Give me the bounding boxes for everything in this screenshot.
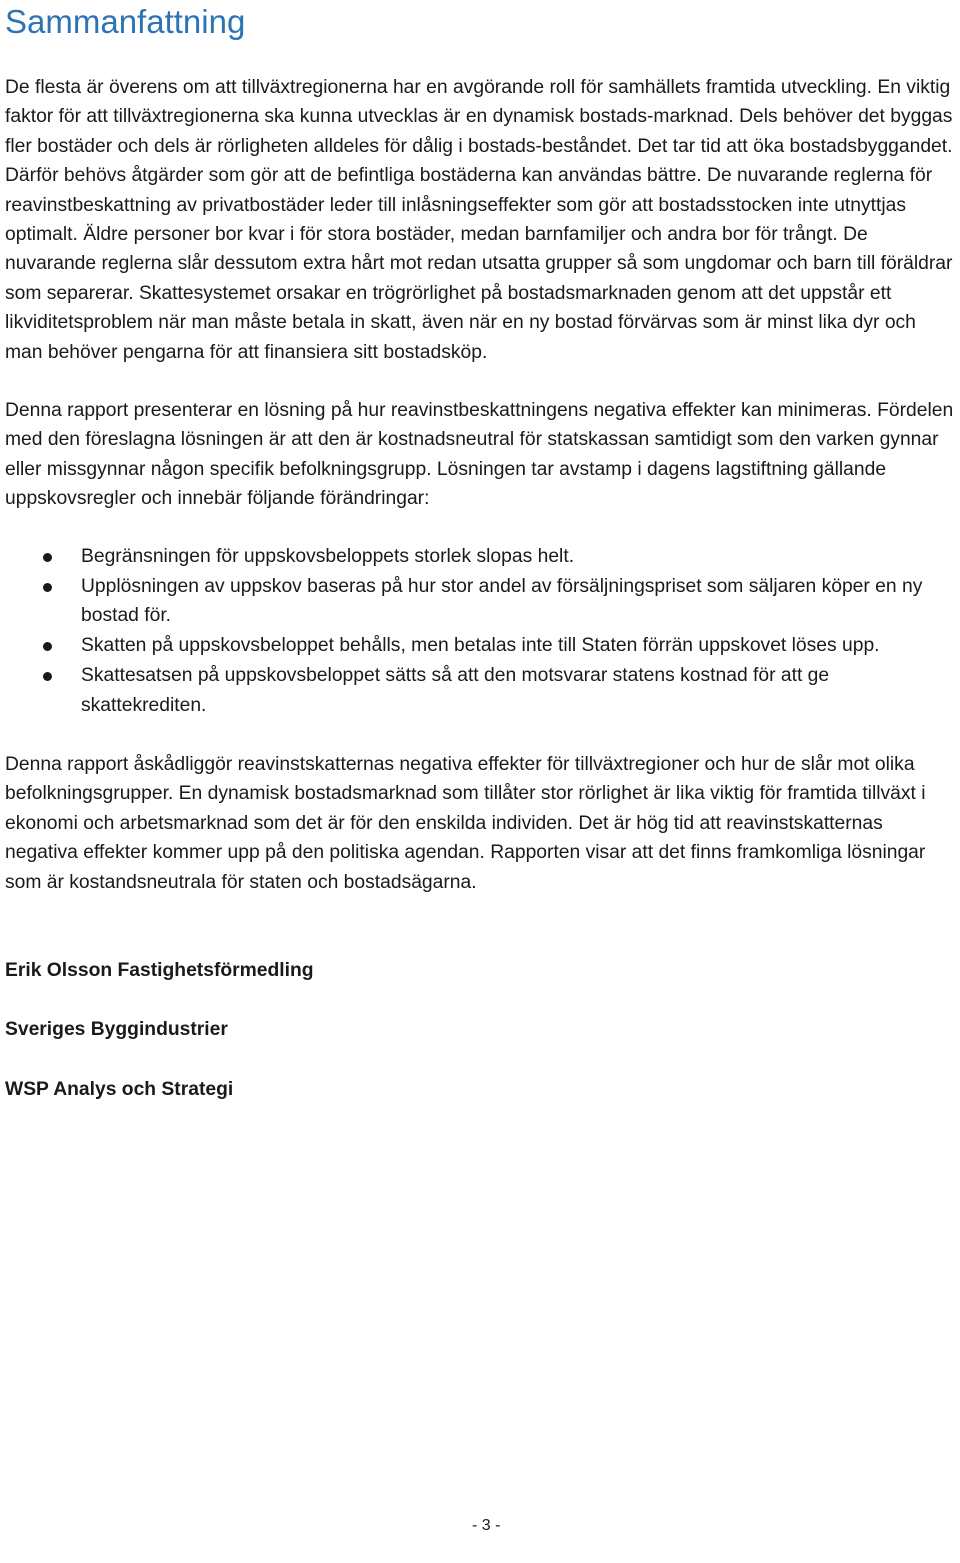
bullet-icon	[43, 553, 52, 562]
page-title: Sammanfattning	[5, 3, 246, 40]
document-page	[5, 0, 957, 1104]
list-item	[5, 661, 957, 720]
page-number: - 3 -	[472, 1517, 501, 1534]
organization-name: Erik Olsson Fastighetsförmedling	[5, 959, 314, 981]
organization-name: Sveriges Byggindustrier	[5, 1019, 228, 1041]
list-item-text: Skatten på uppskovsbeloppet behålls, men betalas inte till Staten förrän uppskovet löses upp.	[81, 635, 880, 657]
list-item-text: Upplösningen av uppskov baseras på hur stor andel av försäljningspriset som säljaren köper en ny bostad för.	[81, 575, 923, 627]
summary-paragraph-2: Denna rapport presenterar en lösning på hur reavinstbeskattningens negativa effekter kan minimeras. Fördelen med den föreslagna lösningen är att den är kostnadsneutral för statskassan samtidigt som den varken gynnar eller missgynnar någon specifik befolkningsgrupp. Lösningen tar avstamp i dagens lagstiftning gällande uppskovsregler och innebär följande förändringar:	[5, 400, 954, 510]
summary-paragraph-1: De flesta är överens om att tillväxtregionerna har en avgörande roll för samhällets framtida utveckling. En viktig faktor för att tillväxtregionerna ska kunna utvecklas är en dynamisk bostads-marknad. Dels behöver det byggas fler bostäder och dels är rörligheten alldeles för dålig i bostads-beståndet. Det tar tid att öka bostadsbyggandet. Därför behövs åtgärder som gör att de befintliga bostäderna kan användas bättre. De nuvarande reglerna för reavinstbeskattning av privatbostäder leder till inlåsningseffekter som gör att bostadsstocken inte utnyttjas optimalt. Äldre personer bor kvar i för stora bostäder, medan barnfamiljer och andra bor för trångt. De nuvarande reglerna slår dessutom extra hårt mot redan utsatta grupper så som ungdomar och barn till föräldrar som separerar. Skattesystemet orsakar en trögrörlighet på bostadsmarknaden genom att det uppstår ett likviditetsproblem när man måste betala in skatt, även när en ny bostad förvärvas som är minst lika dyr och man behöver pengarna för att finansiera sitt bostadsköp.	[5, 77, 953, 363]
list-item	[5, 572, 957, 631]
bullet-icon	[43, 672, 52, 681]
list-item	[5, 631, 957, 660]
summary-paragraph-3: Denna rapport åskådliggör reavinstskatternas negativa effekter för tillväxtregioner och hur de slår mot olika befolkningsgrupper. En dynamisk bostadsmarknad som tillåter stor rörlighet är lika viktig för framtida tillväxt i ekonomi och arbetsmarknad som det är för den enskilda individen. Det är hög tid att reavinstskatternas negativa effekter kommer upp på den politiska agendan. Rapporten visar att det finns framkomliga lösningar som är kostandsneutrala för staten och bostadsägarna.	[5, 753, 926, 893]
bullet-icon	[43, 642, 52, 651]
list-item	[5, 542, 957, 571]
changes-list	[5, 542, 957, 720]
organization-name: WSP Analys och Strategi	[5, 1078, 234, 1100]
list-item-text: Begränsningen för uppskovsbeloppets storlek slopas helt.	[81, 545, 575, 567]
bullet-icon	[43, 583, 52, 592]
list-item-text: Skattesatsen på uppskovsbeloppet sätts så att den motsvarar statens kostnad för att ge skattekrediten.	[81, 665, 830, 716]
